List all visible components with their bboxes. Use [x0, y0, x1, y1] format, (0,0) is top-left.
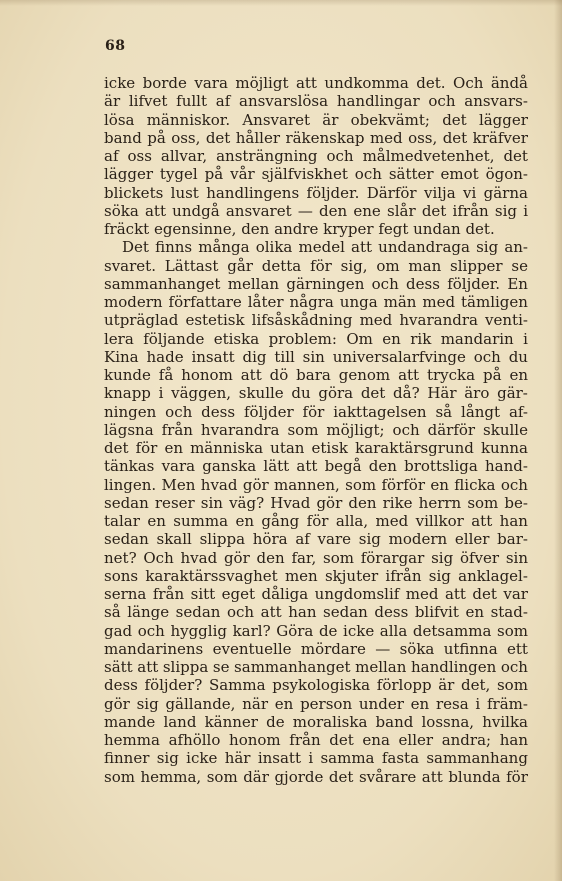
- text-line: ningen och dess följder för iakttagelsen så långt af-: [104, 402, 528, 421]
- text-line: finner sig icke här insatt i samma fasta sammanhang: [104, 749, 528, 768]
- text-line: lera följande etiska problem: Om en rik mandarin i: [104, 329, 528, 348]
- text-line: sedan reser sin väg? Hvad gör den rike herrn som be-: [104, 493, 528, 512]
- body-text: [104, 74, 528, 786]
- text-line: lingen. Men hvad gör mannen, som förför en flicka och: [104, 475, 528, 494]
- text-line: lösa människor. Ansvaret är obekvämt; det lägger: [104, 110, 528, 129]
- text-line: gad och hygglig karl? Göra de icke alla detsamma som: [104, 621, 528, 640]
- text-line: serna från sitt eget dåliga ungdomslif med att det var: [104, 585, 528, 603]
- text-line: Kina hade insatt dig till sin universalarfvinge och du: [104, 347, 528, 366]
- text-line: gör sig gällande, när en person under en resa i främ-: [104, 694, 528, 713]
- text-line: knapp i väggen, skulle du göra det då? Här äro gär-: [104, 384, 528, 403]
- page-number: 68: [105, 38, 126, 54]
- text-line: hemma afhöllo honom från det ena eller andra; han: [104, 731, 528, 749]
- text-line: dess följder? Samma psykologiska förlopp är det, som: [104, 676, 528, 695]
- text-line: söka att undgå ansvaret — den ene slår det ifrån sig i: [104, 201, 528, 220]
- text-line: svaret. Lättast går detta för sig, om man slipper se: [104, 256, 528, 275]
- text-line: blickets lust handlingens följder. Därför vilja vi gärna: [104, 183, 528, 202]
- page-edge-shadow: [554, 0, 562, 881]
- text-line: af oss allvar, ansträngning och målmedvetenhet, det: [104, 147, 528, 165]
- text-line: är lifvet fullt af ansvarslösa handlingar och ansvars-: [104, 92, 528, 111]
- text-line: Det finns många olika medel att undandraga sig an-: [122, 238, 528, 257]
- text-line: så länge sedan och att han sedan dess blifvit en stad-: [104, 603, 528, 622]
- text-line: sedan skall slippa höra af vare sig modern eller bar-: [104, 530, 528, 549]
- text-line: sätt att slippa se sammanhanget mellan handlingen och: [104, 658, 528, 676]
- page-top-shadow: [0, 0, 562, 6]
- text-line: fräckt egensinne, den andre kryper fegt undan det.: [104, 220, 495, 238]
- text-line: utpräglad estetisk lifsåskådning med hvarandra venti-: [104, 311, 528, 330]
- text-line: det för en människa utan etisk karaktärsgrund kunna: [104, 439, 528, 457]
- text-line: net? Och hvad gör den far, som förargar sig öfver sin: [104, 548, 528, 567]
- text-line: icke borde vara möjligt att undkomma det. Och ändå: [104, 74, 528, 92]
- text-line: tänkas vara ganska lätt att begå den brottsliga hand-: [104, 457, 528, 476]
- text-line: lägger tygel på vår själfviskhet och sätter emot ögon-: [104, 165, 528, 184]
- text-line: sammanhanget mellan gärningen och dess följder. En: [104, 274, 528, 293]
- text-line: mande land känner de moraliska band lossna, hvilka: [104, 712, 528, 731]
- text-line: mandarinens eventuelle mördare — söka utfinna ett: [104, 639, 528, 658]
- text-line: band på oss, det håller räkenskap med oss, det kräfver: [104, 128, 528, 147]
- text-line: talar en summa en gång för alla, med villkor att han: [104, 512, 528, 530]
- text-line: modern författare låter några unga män med tämligen: [104, 293, 528, 311]
- text-line: lägsna från hvarandra som möjligt; och därför skulle: [104, 420, 528, 439]
- text-line: som hemma, som där gjorde det svårare att blunda för: [104, 767, 528, 786]
- text-line: kunde få honom att dö bara genom att trycka på en: [104, 366, 528, 384]
- text-line: sons karaktärssvaghet men skjuter ifrån sig anklagel-: [104, 566, 528, 585]
